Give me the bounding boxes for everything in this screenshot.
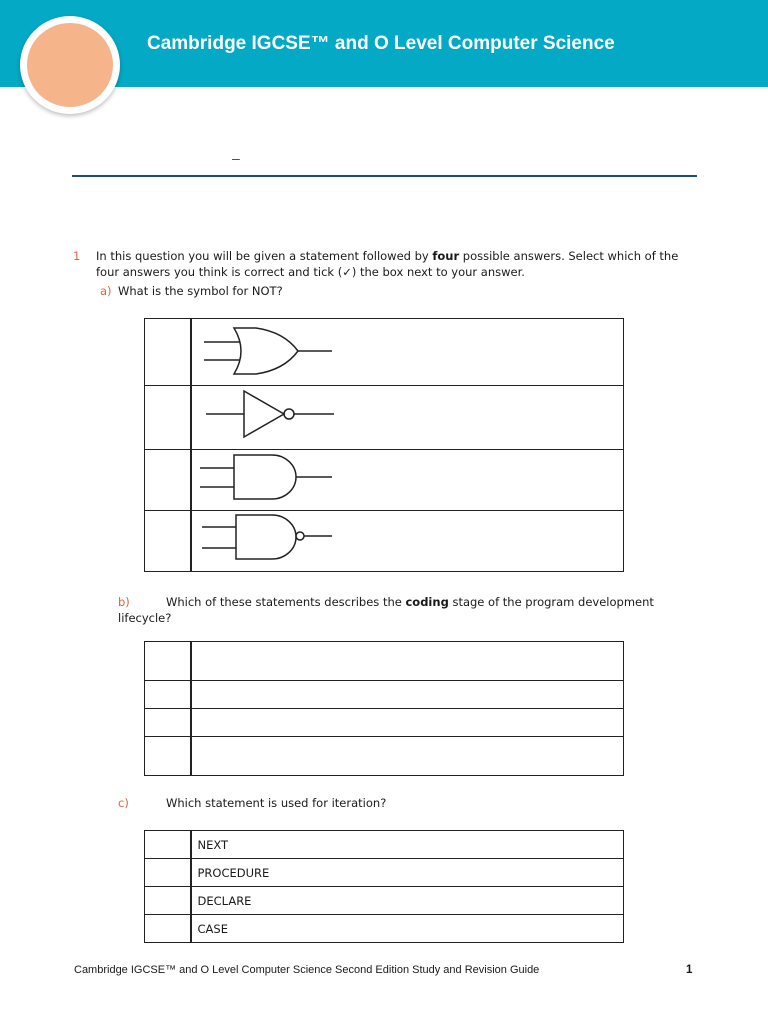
and-gate-icon xyxy=(192,452,342,508)
option-text: DECLARE xyxy=(191,887,624,915)
answer-tick-box[interactable] xyxy=(145,709,191,737)
part-a-option-row xyxy=(145,386,624,450)
answer-tick-box[interactable] xyxy=(145,831,191,859)
option-text: NEXT xyxy=(191,831,624,859)
part-c-prompt: Which statement is used for iteration? xyxy=(166,796,387,810)
or-gate-icon xyxy=(192,322,342,382)
answer-tick-box[interactable] xyxy=(145,511,191,572)
not-gate-icon xyxy=(192,388,342,448)
part-a-option-row xyxy=(145,511,624,572)
option-text xyxy=(191,681,624,709)
option-text: CASE xyxy=(191,915,624,943)
page-number: 1 xyxy=(686,964,693,976)
footer-text: Cambridge IGCSE™ and O Level Computer Science Second Edition Study and Revision Guide xyxy=(74,964,540,976)
option-text xyxy=(191,737,624,776)
answer-tick-box[interactable] xyxy=(145,681,191,709)
part-b-prompt-pre: Which of these statements describes the xyxy=(166,595,406,609)
answer-tick-box[interactable] xyxy=(145,859,191,887)
part-b-prompt-post: stage of the program development xyxy=(448,595,654,609)
part-c-options-table xyxy=(144,830,624,943)
part-b-options-table xyxy=(144,641,624,776)
part-b-letter: b) xyxy=(118,595,130,609)
part-a-letter: a) xyxy=(100,284,112,298)
gate-cell xyxy=(191,386,624,450)
question-intro-line-1 xyxy=(96,248,678,264)
header-title: Cambridge IGCSE™ and O Level Computer Science xyxy=(147,33,615,54)
part-b-option-row xyxy=(145,642,624,681)
chapter-title-rule xyxy=(72,175,697,177)
part-a-option-row xyxy=(145,319,624,386)
option-text: PROCEDURE xyxy=(191,859,624,887)
part-b-prompt-line-1 xyxy=(166,594,654,610)
intro-text-post: possible answers. Select which of the xyxy=(459,249,679,263)
part-a-prompt: What is the symbol for NOT? xyxy=(118,284,283,298)
part-b-prompt-bold: coding xyxy=(405,595,449,609)
part-b-option-row xyxy=(145,681,624,709)
answer-tick-box[interactable] xyxy=(145,642,191,681)
gate-cell xyxy=(191,511,624,572)
option-text xyxy=(191,642,624,681)
part-b-option-row xyxy=(145,709,624,737)
question-intro-line-2: four answers you think is correct and tick (✓) the box next to your answer. xyxy=(96,265,525,279)
part-c-letter: c) xyxy=(118,796,129,810)
answer-tick-box[interactable] xyxy=(145,887,191,915)
part-c-option-row xyxy=(145,915,624,943)
part-b-prompt-line-2: lifecycle? xyxy=(118,611,172,625)
part-b-option-row xyxy=(145,737,624,776)
nand-gate-icon xyxy=(192,513,342,569)
intro-text-pre: In this question you will be given a statement followed by xyxy=(96,249,433,263)
answer-tick-box[interactable] xyxy=(145,915,191,943)
option-text xyxy=(191,709,624,737)
part-c-option-row xyxy=(145,859,624,887)
answer-tick-box[interactable] xyxy=(145,737,191,776)
answer-tick-box[interactable] xyxy=(145,386,191,450)
gate-cell xyxy=(191,319,624,386)
logo-circle-icon xyxy=(27,23,113,107)
part-c-option-row xyxy=(145,887,624,915)
part-a-option-row xyxy=(145,450,624,511)
answer-tick-box[interactable] xyxy=(145,319,191,386)
answer-tick-box[interactable] xyxy=(145,450,191,511)
chapter-title-mark: – xyxy=(232,150,240,166)
intro-text-bold: four xyxy=(432,249,460,263)
part-c-option-row xyxy=(145,831,624,859)
gate-cell xyxy=(191,450,624,511)
question-number: 1 xyxy=(73,249,81,263)
part-a-options-table xyxy=(144,318,624,572)
